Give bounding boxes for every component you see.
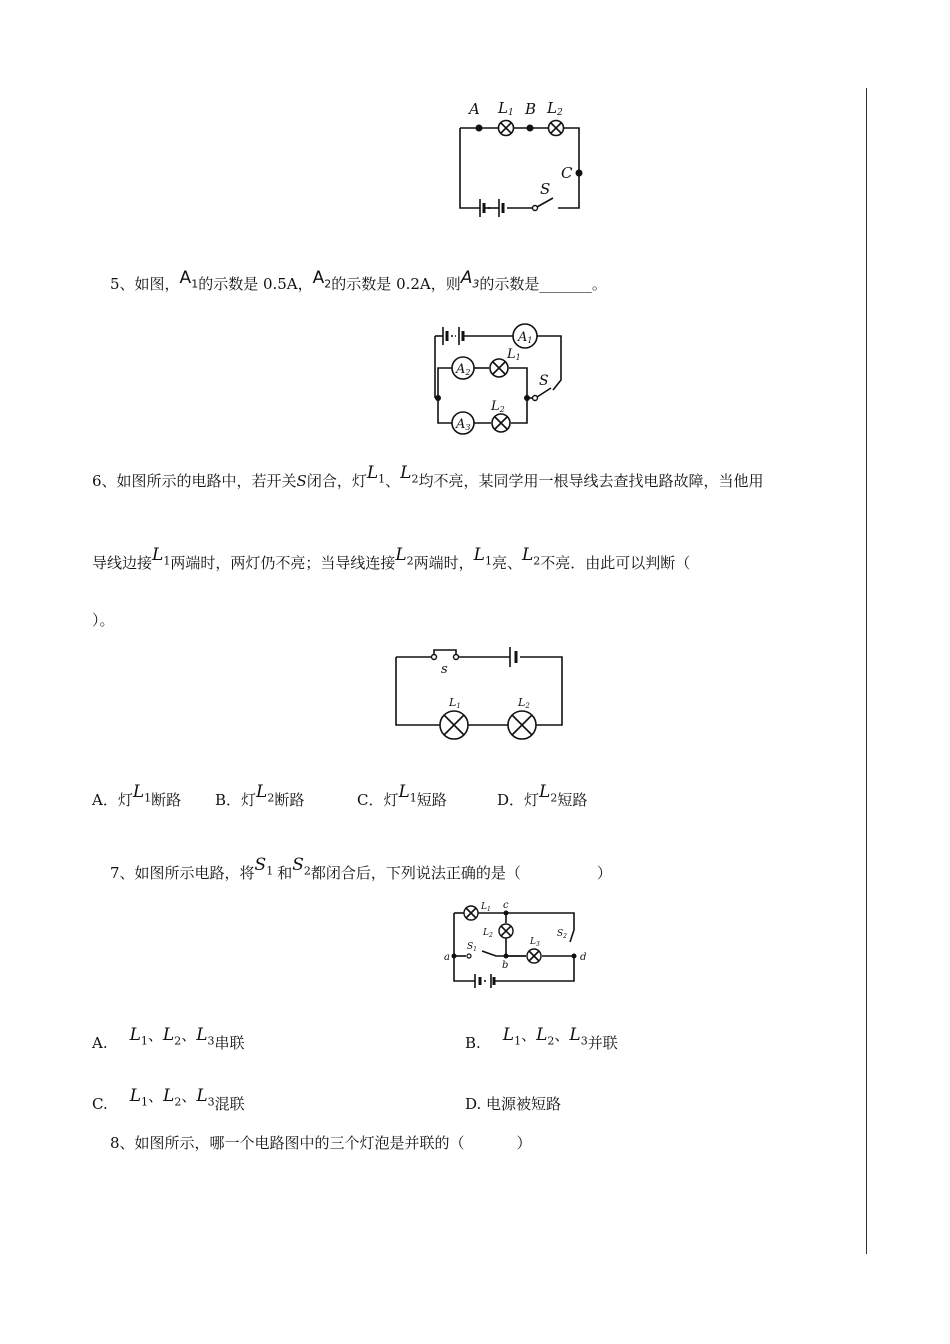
fig6-label-l1: L1 [449, 696, 461, 710]
fig4-label-l2: L2 [547, 99, 563, 118]
fig7-label-a: a [444, 952, 450, 963]
fig5-label-s: S [539, 373, 549, 389]
lamp-l1-symbol: $L_1$ [473, 545, 492, 568]
switch-s-symbol: S [296, 472, 307, 490]
fig7-label-b: b [502, 960, 509, 971]
lamp-l2-symbol: $L_2$ [395, 545, 414, 568]
fig4-label-a: A [469, 100, 480, 118]
fig7-label-l2: $L_2$ [483, 928, 493, 939]
lamp-l2-symbol: $L_2$ [400, 463, 419, 486]
circuit-diagram-two-lamps [392, 645, 567, 745]
ammeter-a1-symbol: $A_1$ [179, 268, 199, 291]
fig5-label-l2: L2 [491, 399, 505, 414]
fig7-label-s1: $S_1$ [467, 942, 477, 953]
question-6-line-2: 导线边接$L_1$两端时，两灯仍不亮；当导线连接$L_2$两端时，$L_1$亮、$L_2$不亮．由此可以判断（ [92, 545, 691, 572]
fig7-label-s2: $S_2$ [557, 929, 567, 940]
question-6-line-1: 6、如图所示的电路中，若开关S闭合，灯$L_1$、$L_2$均不亮，某同学用一根导线去查找电路故障，当他用 [92, 463, 764, 490]
fig6-label-l2: L2 [518, 696, 530, 710]
q6-option-a[interactable]: A．灯$L_1$断路 [92, 782, 182, 809]
fig5-ammeter-a1: A1 [518, 330, 533, 345]
margin-rule [866, 88, 867, 1254]
fig4-label-b: B [525, 100, 537, 118]
fig7-label-l1: $L_1$ [481, 902, 491, 913]
q6-option-d[interactable]: D．灯$L_2$短路 [497, 782, 588, 809]
question-8: 8、如图所示，哪一个电路图中的三个灯泡是并联的（ ） [110, 1134, 532, 1152]
q6-option-c[interactable]: C．灯$L_1$短路 [357, 782, 447, 809]
fig4-label-c: C [561, 164, 573, 182]
switch-s1-symbol: $S_1$ [254, 855, 274, 878]
fig4-label-s: S [540, 180, 551, 198]
fig7-label-c: c [503, 900, 509, 911]
question-7: 7、如图所示电路，将$S_1$ 和$S_2$都闭合后，下列说法正确的是（ ） [110, 855, 612, 882]
circuit-diagram-ammeters [425, 318, 570, 438]
fig5-ammeter-a2: A2 [456, 362, 471, 377]
fig5-ammeter-a3: A3 [456, 417, 471, 432]
question-5: 5、如图，$A_1$的示数是 0.5A，$A_2$的示数是 0.2A，则$A_3$的示数是_______。 [110, 268, 607, 293]
ammeter-a3-symbol: $A_3$ [460, 268, 480, 291]
fig7-label-l3: $L_3$ [530, 937, 540, 948]
q7-option-c[interactable]: C. $L_1$、$L_2$、$L_3$混联 [92, 1086, 245, 1113]
lamp-l1-symbol: $L_1$ [366, 463, 386, 486]
question-6-line-3: ）。 [92, 611, 115, 629]
fig5-label-l1: L1 [507, 347, 521, 362]
circuit-diagram-three-lamps [440, 898, 595, 990]
fig6-label-s: s [441, 662, 448, 677]
switch-s2-symbol: $S_2$ [292, 855, 311, 878]
lamp-l2-symbol: $L_2$ [521, 545, 541, 568]
q7-option-d[interactable]: D. 电源被短路 [465, 1095, 562, 1113]
fig7-label-d: d [580, 952, 587, 963]
q6-option-b[interactable]: B．灯$L_2$断路 [215, 782, 305, 809]
q7-option-a[interactable]: A. $L_1$、$L_2$、$L_3$串联 [92, 1025, 245, 1052]
q7-option-b[interactable]: B. $L_1$、$L_2$、$L_3$并联 [465, 1025, 618, 1052]
fig4-label-l1: L1 [498, 99, 514, 118]
ammeter-a2-symbol: $A_2$ [312, 268, 332, 291]
lamp-l1-symbol: $L_1$ [152, 545, 171, 568]
circuit-diagram-series [455, 95, 595, 220]
